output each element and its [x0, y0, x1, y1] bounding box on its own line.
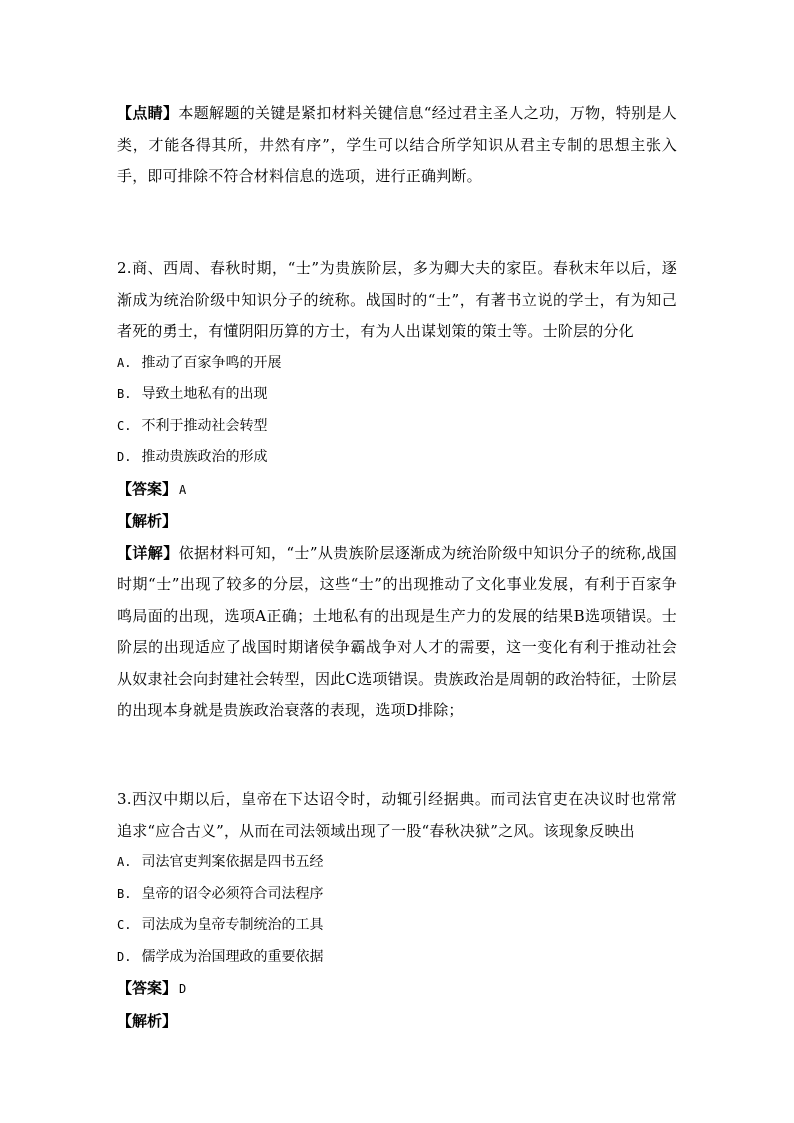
question-3-option-a: [117, 847, 677, 879]
answer-tag: 【答案】: [117, 979, 178, 997]
option-text: 导致土地私有的出现: [141, 386, 268, 402]
note-tag: 【点睛】: [117, 104, 179, 122]
question-3-option-d: [117, 942, 677, 974]
option-text: 推动贵族政治的形成: [141, 449, 268, 465]
option-letter: C.: [117, 418, 132, 433]
question-2-answer: [117, 474, 677, 507]
question-3-option-b: [117, 879, 677, 911]
option-letter: D.: [117, 450, 132, 464]
option-text: 皇帝的诏令必须符合司法程序: [141, 885, 324, 902]
option-letter: B.: [117, 886, 132, 901]
question-2-option-d: [117, 442, 677, 474]
detail-tag: 【详解】: [117, 543, 179, 562]
question-3-option-c: [117, 910, 677, 942]
question-3-answer: [117, 973, 677, 1006]
analysis-tag: 【解析】: [117, 512, 178, 530]
detail-text: 依据材料可知，“士”从贵族阶层逐渐成为统治阶级中知识分子的统称,战国时期“士”出现了较多的分层，这些“士”的出现推动了文化事业发展，有利于百家争鸣局面的出现，选项A正确；土地私有的出现是生产力的发展的结果B选项错误。士阶层的出现适应了战国时期诸侯争霸战争对人才的需要，这一变化有利于推动社会从奴隶社会向封建社会转型，因此C选项错误。贵族政治是周朝的政治特征，士阶层的出现本身就是贵族政治衰落的表现，选项D排除；: [117, 543, 677, 719]
question-3-analysis: [117, 1006, 677, 1038]
note-text: 本题解题的关键是紧扣材料关键信息“经过君主圣人之功，万物，特别是人类，才能各得其所，井然有序”，学生可以结合所学知识从君主专制的思想主张入手，即可排除不符合材料信息的选项，进行正确判断。: [117, 104, 677, 185]
option-letter: D.: [117, 949, 132, 964]
question-2-analysis: [117, 506, 677, 538]
question-2-option-b: [117, 379, 677, 411]
option-text: 推动了百家争鸣的开展: [141, 354, 282, 371]
analysis-tag: 【解析】: [117, 1011, 178, 1030]
option-letter: C.: [117, 918, 132, 932]
option-text: 司法官吏判案依据是四书五经: [141, 854, 324, 870]
option-letter: A.: [117, 355, 132, 370]
option-letter: B.: [117, 387, 132, 401]
answer-tag: 【答案】: [117, 479, 178, 498]
question-3: [117, 784, 677, 1037]
note-block: [117, 98, 677, 193]
option-text: 儒学成为治国理政的重要依据: [141, 948, 324, 965]
question-2-option-c: [117, 411, 677, 443]
option-text: 不利于推动社会转型: [141, 417, 268, 434]
question-2-stem: 2.商、西周、春秋时期，“士”为贵族阶层，多为卿大夫的家臣。春秋末年以后，逐渐成为统治阶级中知识分子的统称。战国时的“士”，有著书立说的学士，有为知己者死的勇士，有懂阴阳历算的方士，有为人出谋划策的策士等。士阶层的分化: [117, 259, 677, 340]
answer-value: D: [179, 982, 187, 996]
note-paragraph: [117, 98, 677, 193]
question-2-option-a: [117, 348, 677, 380]
option-text: 司法成为皇帝专制统治的工具: [141, 917, 324, 933]
question-2-detail: [117, 538, 677, 727]
question-3-stem: 3.西汉中期以后，皇帝在下达诏令时，动辄引经据典。而司法官吏在决议时也常常追求“应合古义”，从而在司法领域出现了一股“春秋决狱”之风。该现象反映出: [117, 790, 677, 840]
question-2: [117, 253, 677, 727]
option-letter: A.: [117, 855, 132, 869]
answer-value: A: [179, 482, 187, 497]
